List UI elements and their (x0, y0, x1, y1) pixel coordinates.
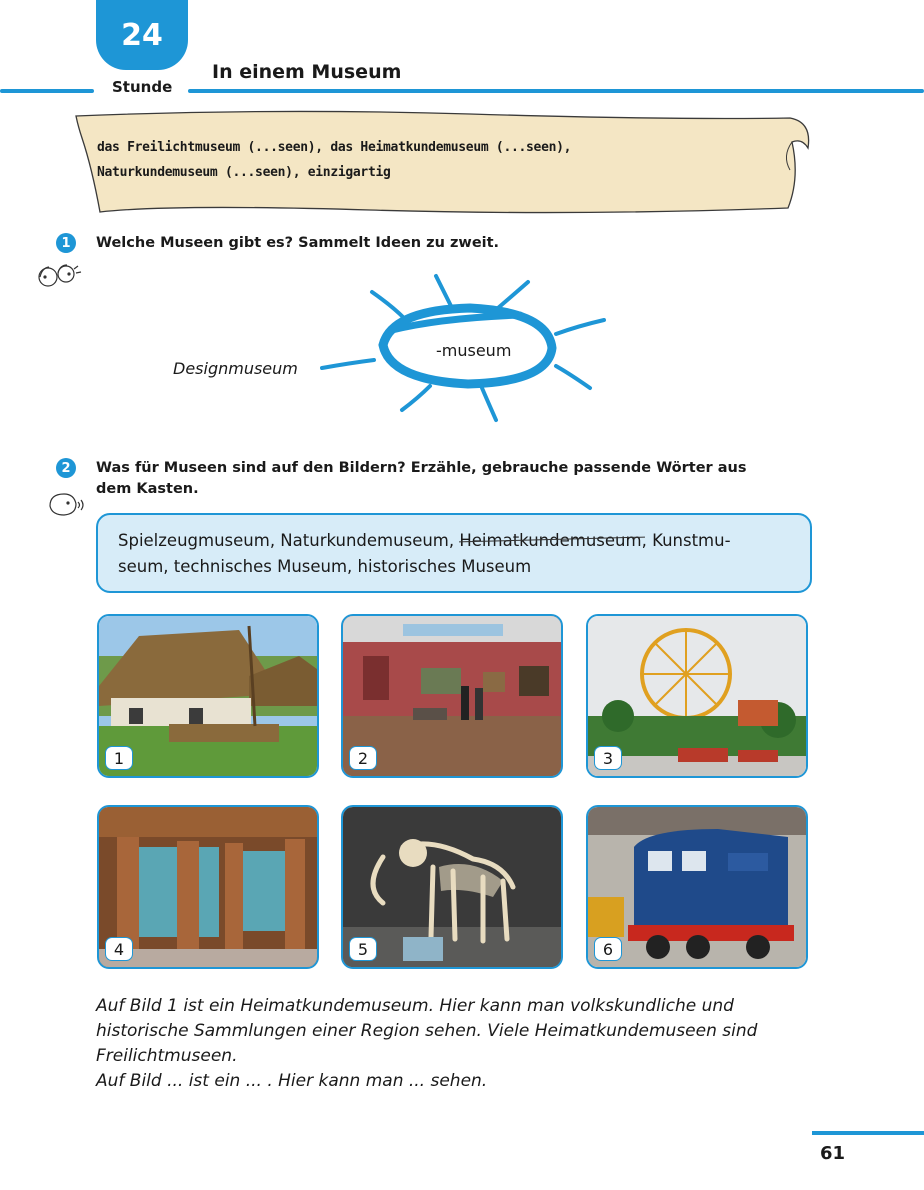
page-title: In einem Museum (212, 61, 402, 83)
word-box-struck-word: Heimatkundemuseum (459, 531, 642, 550)
vocabulary-line-1: das Freilichtmuseum (...seen), das Heimatkundemuseum (...seen), (97, 140, 572, 155)
task-2-instruction-line-1: Was für Museen sind auf den Bildern? Erzähle, gebrauche passende Wörter aus (96, 460, 747, 476)
photo-5 (341, 805, 563, 969)
photo-2 (341, 614, 563, 778)
mindmap-center-label: -museum (436, 341, 512, 360)
task-2-number: 2 (56, 458, 76, 478)
word-box-line-2: seum, technisches Museum, historisches Museum (118, 557, 532, 576)
word-box-words-b: , Kunstmu- (641, 531, 731, 550)
word-box (96, 513, 812, 593)
task-1-number: 1 (56, 233, 76, 253)
example-text-line-4: Auf Bild ... ist ein ... . Hier kann man ... sehen. (96, 1071, 488, 1091)
lesson-number: 24 (121, 17, 163, 53)
task-2-instruction-line-2: dem Kasten. (96, 481, 199, 497)
photo-1-number: 1 (105, 746, 133, 770)
task-1-instruction: Welche Museen gibt es? Sammelt Ideen zu zweit. (96, 235, 500, 251)
example-text-line-1: Auf Bild 1 ist ein Heimatkundemuseum. Hier kann man volkskundliche und (96, 996, 734, 1016)
photo-3-number: 3 (594, 746, 622, 770)
page-number: 61 (820, 1143, 846, 1164)
example-text-line-2: historische Sammlungen einer Region sehen. Viele Heimatkundemuseen sind (96, 1021, 758, 1041)
photo-4-number: 4 (105, 937, 133, 961)
task-2-instruction (96, 458, 812, 500)
photo-3 (586, 614, 808, 778)
photo-6-number: 6 (594, 937, 622, 961)
word-box-line-1 (118, 528, 790, 554)
photo-4 (97, 805, 319, 969)
lesson-label: Stunde (112, 78, 173, 96)
speaking-icon (44, 490, 84, 518)
footer-rule (812, 1131, 924, 1135)
mindmap-example-word: Designmuseum (173, 359, 298, 378)
photo-6 (586, 805, 808, 969)
photo-5-number: 5 (349, 937, 377, 961)
photo-2-number: 2 (349, 746, 377, 770)
photo-1 (97, 614, 319, 778)
example-text-line-3: Freilichtmuseen. (96, 1046, 238, 1066)
vocabulary-line-2: Naturkundemuseum (...seen), einzigartig (97, 165, 391, 180)
word-box-words-a: Spielzeugmuseum, Naturkundemuseum, (118, 531, 460, 550)
